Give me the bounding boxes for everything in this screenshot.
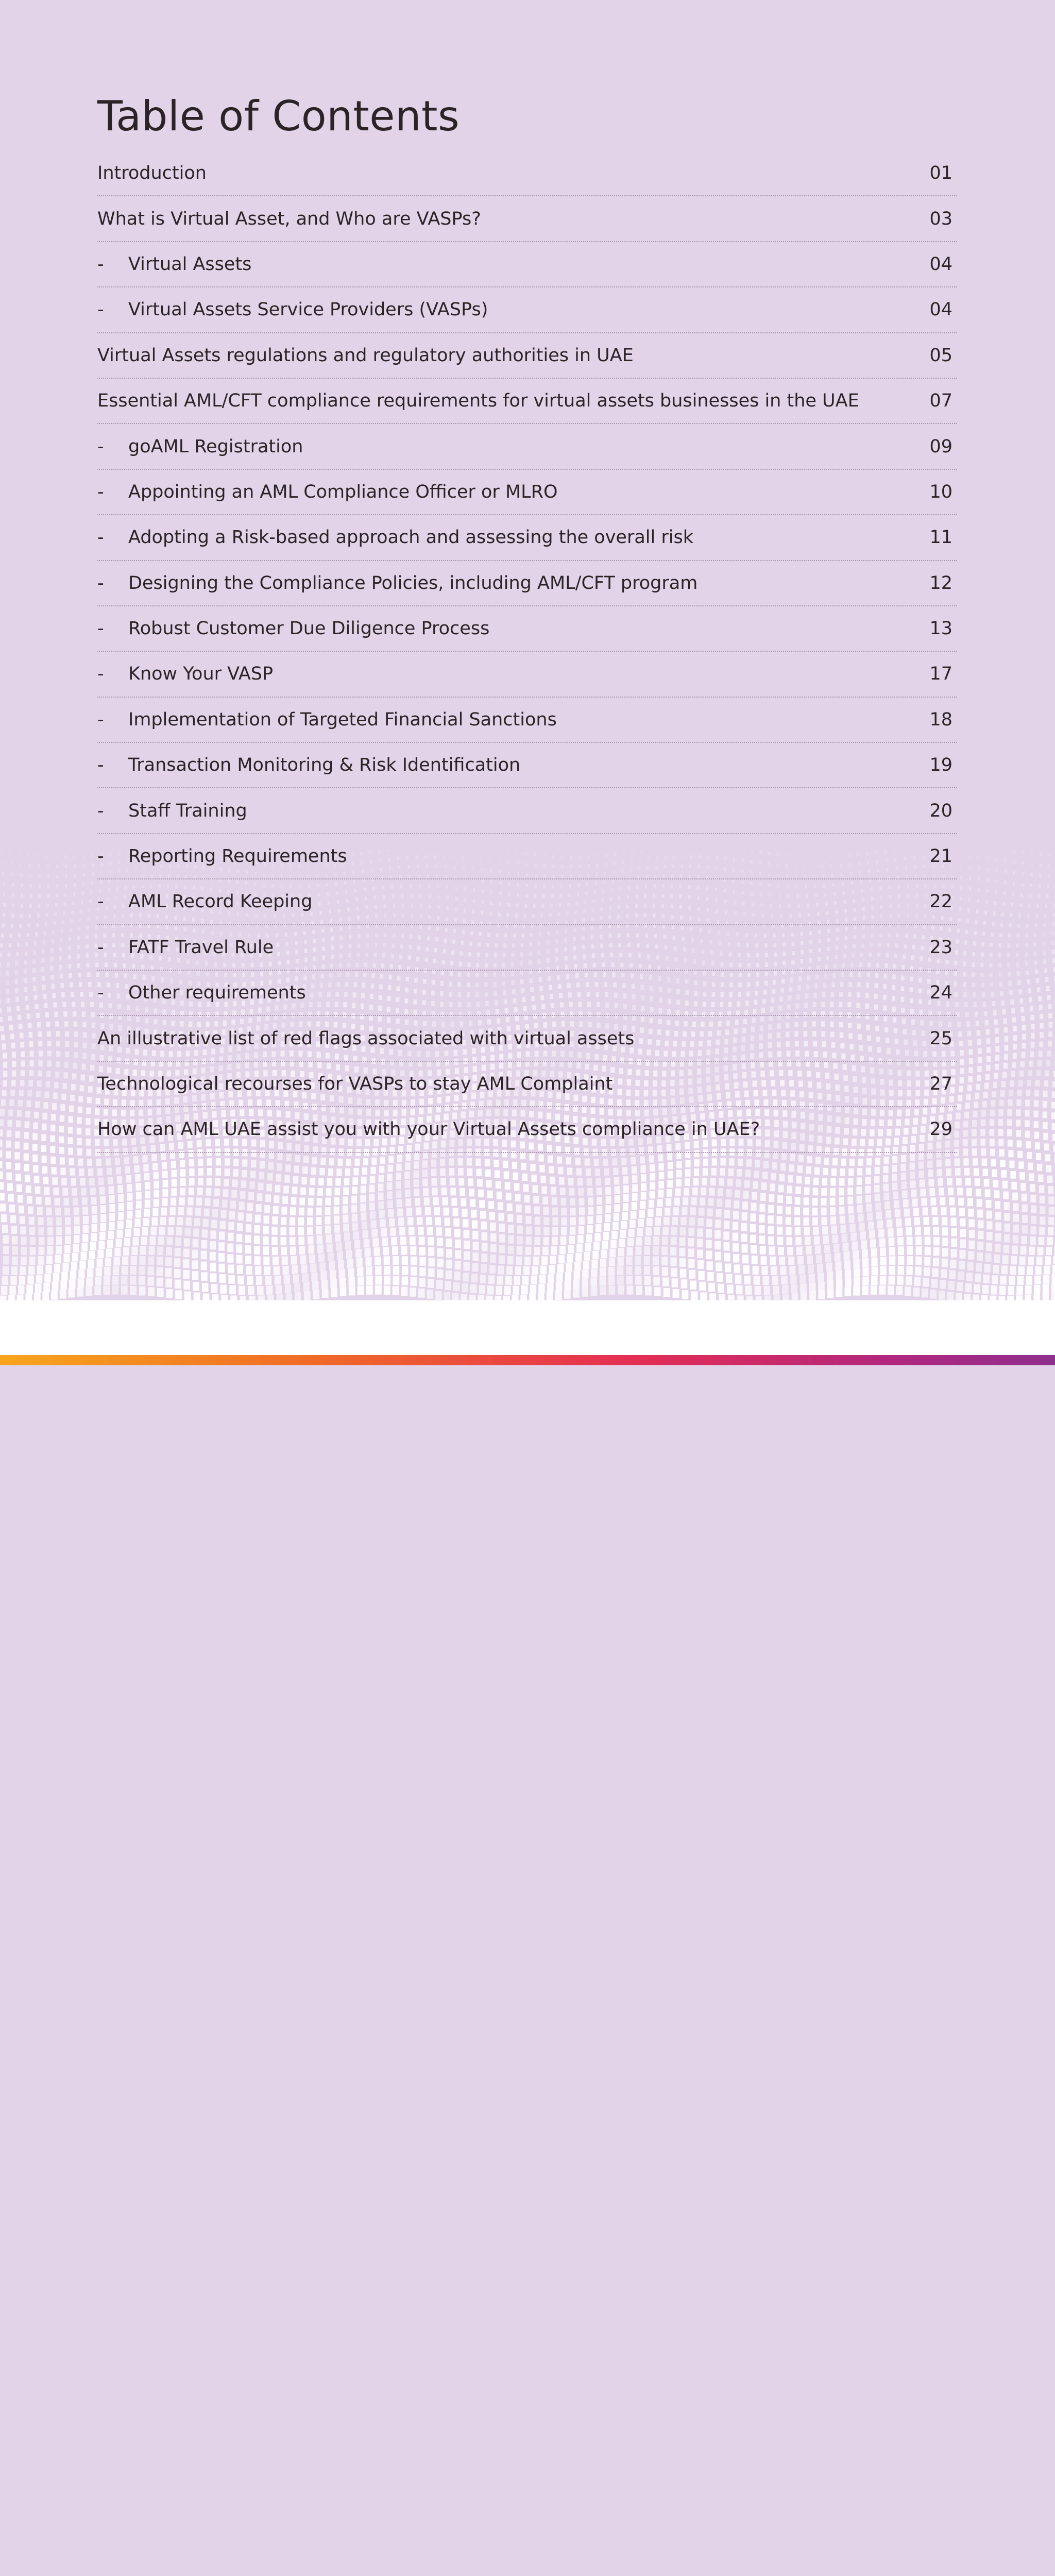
toc-item-page-number: 04 bbox=[929, 254, 957, 275]
toc-dash: - bbox=[97, 937, 128, 958]
toc-item[interactable] bbox=[97, 788, 957, 834]
toc-item[interactable] bbox=[97, 925, 957, 971]
toc-item-label: Adopting a Risk-based approach and assessing the overall risk bbox=[128, 527, 929, 548]
toc-item-page-number: 20 bbox=[929, 801, 957, 821]
toc-dash: - bbox=[97, 846, 128, 867]
toc-item-label: Virtual Assets regulations and regulatory authorities in UAE bbox=[97, 345, 929, 366]
toc-item[interactable] bbox=[97, 879, 957, 925]
toc-item-page-number: 27 bbox=[929, 1074, 957, 1094]
toc-item-page-number: 24 bbox=[929, 982, 957, 1003]
toc-dash: - bbox=[97, 664, 128, 684]
toc-dash: - bbox=[97, 755, 128, 775]
toc-dash: - bbox=[97, 573, 128, 594]
toc-dash: - bbox=[97, 618, 128, 639]
toc-item-page-number: 07 bbox=[929, 391, 957, 411]
toc-item-label: AML Record Keeping bbox=[128, 891, 929, 912]
toc-item[interactable] bbox=[97, 515, 957, 561]
toc-item[interactable] bbox=[97, 743, 957, 788]
toc-item-label: Technological recourses for VASPs to stay AML Complaint bbox=[97, 1074, 929, 1094]
toc-item-page-number: 18 bbox=[929, 709, 957, 730]
toc-item[interactable] bbox=[97, 1062, 957, 1107]
toc-item[interactable] bbox=[97, 424, 957, 469]
toc-item[interactable] bbox=[97, 652, 957, 697]
page-title: Table of Contents bbox=[97, 96, 460, 137]
toc-item[interactable] bbox=[97, 379, 957, 424]
toc-item-label: Other requirements bbox=[128, 982, 929, 1003]
toc-item-label: Reporting Requirements bbox=[128, 846, 929, 867]
toc-item[interactable] bbox=[97, 698, 957, 743]
footer-gradient-bar bbox=[0, 1355, 1055, 1365]
toc-item-page-number: 21 bbox=[929, 846, 957, 867]
toc-item-label: What is Virtual Asset, and Who are VASPs? bbox=[97, 209, 929, 229]
toc-item-page-number: 01 bbox=[929, 163, 957, 183]
toc-item-page-number: 12 bbox=[929, 573, 957, 594]
toc-dash: - bbox=[97, 482, 128, 502]
toc-item-label: Implementation of Targeted Financial Sanctions bbox=[128, 709, 929, 730]
toc-item-label: Essential AML/CFT compliance requirements for virtual assets businesses in the UAE bbox=[97, 391, 929, 411]
toc-dash: - bbox=[97, 254, 128, 275]
footer bbox=[0, 1300, 1055, 1355]
toc-item-label: Appointing an AML Compliance Officer or MLRO bbox=[128, 482, 929, 502]
toc-dash: - bbox=[97, 801, 128, 821]
toc-item-page-number: 17 bbox=[929, 664, 957, 684]
toc-item[interactable] bbox=[97, 287, 957, 333]
toc-item-page-number: 13 bbox=[929, 618, 957, 639]
toc-item-page-number: 25 bbox=[929, 1028, 957, 1049]
toc-dash: - bbox=[97, 982, 128, 1003]
toc-item-label: An illustrative list of red flags associated with virtual assets bbox=[97, 1028, 929, 1049]
toc-item[interactable] bbox=[97, 196, 957, 242]
toc-item-label: Staff Training bbox=[128, 801, 929, 821]
toc-item-page-number: 05 bbox=[929, 345, 957, 366]
toc-item-label: Introduction bbox=[97, 163, 929, 183]
toc-dash: - bbox=[97, 436, 128, 457]
toc-item-label: Know Your VASP bbox=[128, 664, 929, 684]
toc-item[interactable] bbox=[97, 834, 957, 879]
toc-item-page-number: 23 bbox=[929, 937, 957, 958]
toc-item-label: Virtual Assets Service Providers (VASPs) bbox=[128, 299, 929, 320]
toc-item[interactable] bbox=[97, 242, 957, 287]
toc-item-label: Designing the Compliance Policies, including AML/CFT program bbox=[128, 573, 929, 594]
toc-item-label: Transaction Monitoring & Risk Identification bbox=[128, 755, 929, 775]
toc-item[interactable] bbox=[97, 151, 957, 196]
toc-dash: - bbox=[97, 299, 128, 320]
toc-item[interactable] bbox=[97, 561, 957, 606]
toc-item-label: How can AML UAE assist you with your Virtual Assets compliance in UAE? bbox=[97, 1119, 929, 1140]
toc-item-page-number: 03 bbox=[929, 209, 957, 229]
toc-item[interactable] bbox=[97, 470, 957, 515]
toc-dash: - bbox=[97, 527, 128, 548]
toc-item-label: Virtual Assets bbox=[128, 254, 929, 275]
toc-item-page-number: 09 bbox=[929, 436, 957, 457]
table-of-contents bbox=[97, 151, 957, 1153]
toc-item-label: Robust Customer Due Diligence Process bbox=[128, 618, 929, 639]
toc-item[interactable] bbox=[97, 1016, 957, 1061]
toc-item[interactable] bbox=[97, 333, 957, 379]
toc-item-page-number: 04 bbox=[929, 299, 957, 320]
toc-dash: - bbox=[97, 709, 128, 730]
toc-item-page-number: 10 bbox=[929, 482, 957, 502]
toc-dash: - bbox=[97, 891, 128, 912]
toc-item-label: goAML Registration bbox=[128, 436, 929, 457]
toc-item-page-number: 22 bbox=[929, 891, 957, 912]
toc-item[interactable] bbox=[97, 971, 957, 1016]
toc-item-page-number: 19 bbox=[929, 755, 957, 775]
toc-item[interactable] bbox=[97, 606, 957, 652]
toc-item-page-number: 29 bbox=[929, 1119, 957, 1140]
toc-item[interactable] bbox=[97, 1107, 957, 1153]
toc-item-page-number: 11 bbox=[929, 527, 957, 548]
toc-item-label: FATF Travel Rule bbox=[128, 937, 929, 958]
